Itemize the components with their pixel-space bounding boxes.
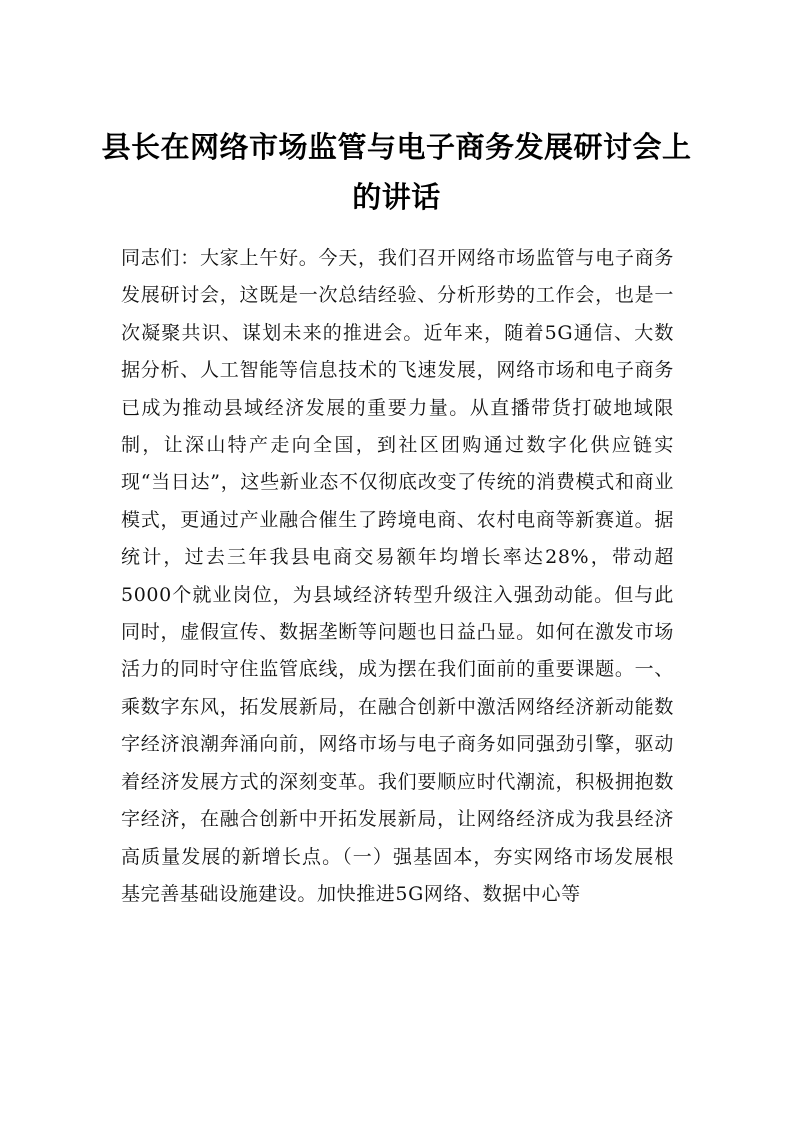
document-body-paragraph: 同志们：大家上午好。今天，我们召开网络市场监管与电子商务发展研讨会，这既是一次总结经验、分析形势的工作会，也是一次凝聚共识、谋划未来的推进会。近年来，随着5G通信、大数据分析、人工智能等信息技术的飞速发展，网络市场和电子商务已成为推动县域经济发展的重要力量。从直播带货打破地域限制，让深山特产走向全国，到社区团购通过数字化供应链实现“当日达”，这些新业态不仅彻底改变了传统的消费模式和商业模式，更通过产业融合催生了跨境电商、农村电商等新赛道。据统计，过去三年我县电商交易额年均增长率达28%，带动超5000个就业岗位，为县域经济转型升级注入强劲动能。但与此同时，虚假宣传、数据垄断等问题也日益凸显。如何在激发市场活力的同时守住监管底线，成为摆在我们面前的重要课题。一、乘数字东风，拓发展新局，在融合创新中激活网络经济新动能数字经济浪潮奔涌向前，网络市场与电子商务如同强劲引擎，驱动着经济发展方式的深刻变革。我们要顺应时代潮流，积极拥抱数字经济，在融合创新中开拓发展新局，让网络经济成为我县经济高质量发展的新增长点。（一）强基固本，夯实网络市场发展根基完善基础设施建设。加快推进5G网络、数据中心等 xyxy=(121,247,674,905)
document-title: 县长在网络市场监管与电子商务发展研讨会上的讲话 xyxy=(101,130,692,214)
